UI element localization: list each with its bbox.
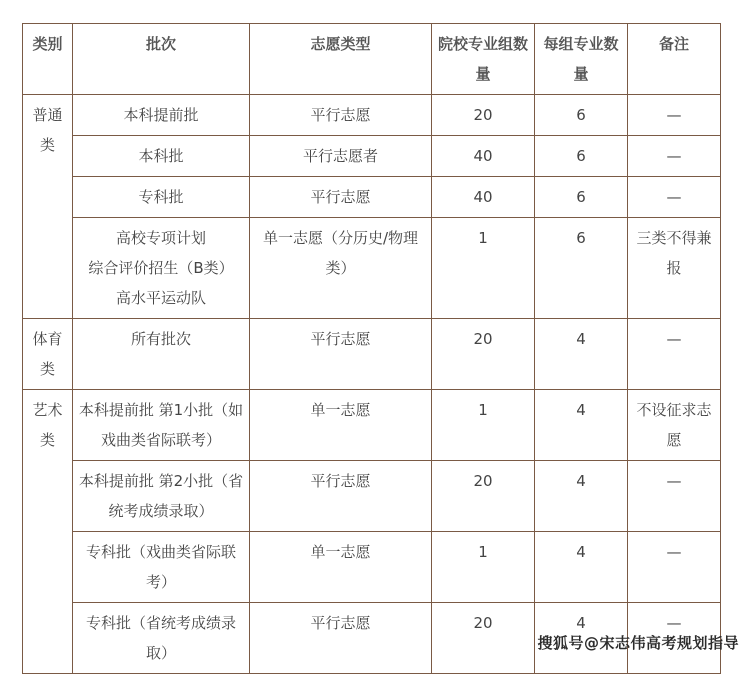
group-count-cell: 20	[432, 319, 535, 390]
admission-table	[22, 23, 721, 674]
batch-line: 高校专项计划	[115, 229, 206, 247]
batch-cell	[73, 603, 250, 674]
group-count-cell: 40	[432, 136, 535, 177]
volunteer-type-cell: 平行志愿	[250, 319, 432, 390]
table-row	[23, 532, 721, 603]
group-count-cell: 1	[432, 218, 535, 319]
header-volunteer-type: 志愿类型	[250, 24, 432, 95]
table-row	[23, 390, 721, 461]
table-row	[23, 95, 721, 136]
majors-per-group-cell: 6	[535, 177, 628, 218]
remarks-cell: —	[628, 177, 721, 218]
batch-cell	[73, 319, 250, 390]
majors-per-group-cell: 6	[535, 95, 628, 136]
table-row	[23, 218, 721, 319]
remarks-cell: —	[628, 532, 721, 603]
batch-line: 所有批次	[130, 330, 191, 348]
watermark: 搜狐号@宋志伟高考规划指导	[537, 634, 739, 652]
majors-per-group-cell: 6	[535, 136, 628, 177]
header-batch: 批次	[73, 24, 250, 95]
group-count-cell: 40	[432, 177, 535, 218]
batch-line: 本科提前批 第2小批（省统考成绩录取）	[78, 472, 244, 520]
batch-cell	[73, 218, 250, 319]
header-majors-per-group: 每组专业数量	[535, 24, 628, 95]
header-group-count: 院校专业组数量	[432, 24, 535, 95]
majors-per-group-cell: 4	[535, 461, 628, 532]
majors-per-group-cell: 4	[535, 390, 628, 461]
batch-line: 本科批	[138, 147, 184, 165]
majors-per-group-cell: 6	[535, 218, 628, 319]
batch-cell	[73, 390, 250, 461]
table-row	[23, 177, 721, 218]
batch-line: 专科批（省统考成绩录取）	[85, 614, 236, 662]
group-count-cell: 20	[432, 461, 535, 532]
batch-cell	[73, 532, 250, 603]
volunteer-type-cell: 平行志愿	[250, 177, 432, 218]
header-remarks: 备注	[628, 24, 721, 95]
batch-line: 高水平运动队	[115, 289, 206, 307]
batch-line: 专科批（戏曲类省际联考）	[85, 543, 236, 591]
batch-line: 本科提前批	[123, 106, 199, 124]
batch-line: 专科批	[138, 188, 184, 206]
remarks-cell: —	[628, 319, 721, 390]
category-cell: 普通类	[23, 95, 73, 319]
category-cell: 体育类	[23, 319, 73, 390]
majors-per-group-cell: 4	[535, 319, 628, 390]
batch-line: 本科提前批 第1小批（如戏曲类省际联考）	[78, 401, 244, 449]
batch-cell	[73, 95, 250, 136]
volunteer-type-cell: 单一志愿	[250, 532, 432, 603]
group-count-cell: 1	[432, 390, 535, 461]
remarks-cell: —	[628, 603, 721, 674]
batch-cell	[73, 177, 250, 218]
volunteer-type-cell: 平行志愿者	[250, 136, 432, 177]
remarks-cell: —	[628, 461, 721, 532]
header-category: 类别	[23, 24, 73, 95]
majors-per-group-cell: 4	[535, 603, 628, 674]
remarks-cell: —	[628, 136, 721, 177]
volunteer-type-cell: 单一志愿	[250, 390, 432, 461]
remarks-cell: 三类不得兼报	[628, 218, 721, 319]
batch-cell	[73, 136, 250, 177]
table-body	[23, 95, 721, 674]
group-count-cell: 20	[432, 95, 535, 136]
volunteer-type-cell: 平行志愿	[250, 95, 432, 136]
batch-cell	[73, 461, 250, 532]
batch-line: 综合评价招生（B类）	[88, 259, 234, 277]
table-row	[23, 461, 721, 532]
table-row	[23, 136, 721, 177]
remarks-cell: —	[628, 95, 721, 136]
volunteer-type-cell: 单一志愿（分历史/物理类）	[250, 218, 432, 319]
volunteer-type-cell: 平行志愿	[250, 603, 432, 674]
table-row	[23, 319, 721, 390]
header-row	[23, 24, 721, 95]
remarks-cell: 不设征求志愿	[628, 390, 721, 461]
volunteer-type-cell: 平行志愿	[250, 461, 432, 532]
group-count-cell: 20	[432, 603, 535, 674]
majors-per-group-cell: 4	[535, 532, 628, 603]
category-cell: 艺术类	[23, 390, 73, 674]
group-count-cell: 1	[432, 532, 535, 603]
